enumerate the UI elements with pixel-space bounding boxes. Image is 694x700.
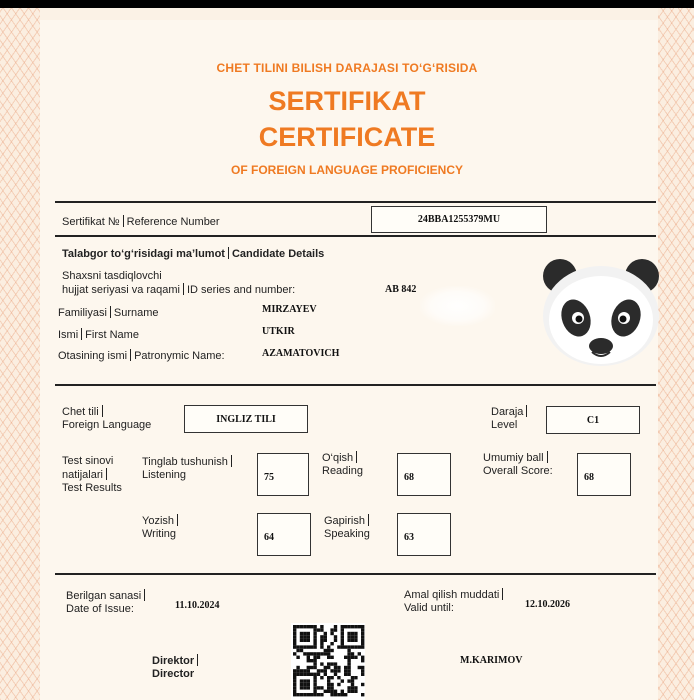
issue-date-label-uz: Berilgan sanasi [66, 590, 142, 602]
overall-label-en: Overall Score: [483, 465, 553, 477]
qr-code-icon [291, 623, 365, 700]
surname-label-en: Surname [113, 307, 159, 319]
reading-label [322, 451, 363, 478]
speaking-score-box: 63 [397, 513, 451, 556]
patronymic-value: AZAMATOVICH [262, 348, 340, 359]
first-name-label-uz: Ismi [58, 329, 79, 341]
valid-until-value: 12.10.2026 [525, 599, 570, 610]
reading-score-box: 68 [397, 453, 451, 496]
issue-date-label [66, 589, 148, 616]
reading-label-uz: O‘qish [322, 452, 354, 464]
speaking-label-en: Speaking [324, 528, 370, 540]
director-label [152, 654, 201, 681]
level-box: C1 [546, 406, 640, 434]
reference-number-box: 24BBA1255379MU [371, 206, 547, 233]
reference-label-uz: Sertifikat № [62, 216, 120, 228]
divider [55, 235, 656, 237]
language-box: INGLIZ TILI [184, 405, 308, 433]
listening-label-uz: Tinglab tushunish [142, 456, 228, 468]
listening-label-en: Listening [142, 469, 187, 481]
issue-date-value: 11.10.2024 [175, 600, 220, 611]
results-label [62, 455, 122, 495]
patronymic-label-en: Patronymic Name: [134, 350, 225, 362]
overall-label-uz: Umumiy ball [483, 452, 544, 464]
redaction-blur [420, 286, 495, 326]
title-uz: SERTIFIKAT [268, 86, 426, 116]
header-line: CHET TILINI BILISH DARAJASI TO‘G‘RISIDA [216, 61, 478, 75]
issue-date-label-en: Date of Issue: [66, 603, 134, 615]
divider [55, 384, 656, 386]
reading-label-en: Reading [322, 465, 363, 477]
certificate-page [0, 8, 694, 700]
id-value: AB 842 [385, 284, 417, 295]
listening-label [142, 455, 235, 482]
id-label-en: ID series and number: [187, 284, 296, 296]
valid-until-label [404, 588, 506, 615]
writing-label [142, 514, 181, 541]
reference-label-en: Reference Number [126, 216, 220, 228]
id-label-uz: hujjat seriyasi va raqami [62, 284, 180, 296]
director-label-uz: Direktor [152, 655, 195, 667]
subtitle: OF FOREIGN LANGUAGE PROFICIENCY [230, 163, 463, 177]
first-name-label [58, 328, 139, 342]
id-label-line1: Shaxsni tasdiqlovchi [62, 270, 162, 282]
writing-label-uz: Yozish [142, 515, 175, 527]
director-label-en: Director [152, 668, 195, 680]
patronymic-label [58, 349, 225, 363]
divider [55, 573, 656, 575]
valid-until-label-en: Valid until: [404, 602, 454, 614]
overall-score-box: 68 [577, 453, 631, 496]
first-name-value: UTKIR [262, 326, 295, 337]
candidate-section-heading [62, 247, 324, 261]
results-label-en: Test Results [62, 482, 122, 494]
level-label-uz: Daraja [491, 406, 524, 418]
patronymic-label-uz: Otasining ismi [58, 350, 128, 362]
language-label-en: Foreign Language [62, 419, 152, 431]
writing-score-box: 64 [257, 513, 311, 556]
level-label [491, 405, 530, 432]
language-label [62, 405, 151, 432]
surname-value: MIRZAYEV [262, 304, 317, 315]
divider [55, 201, 656, 203]
results-label-uz2: natijalari [62, 469, 103, 481]
reference-label [62, 215, 220, 229]
listening-score-box: 75 [257, 453, 309, 496]
first-name-label-en: First Name [85, 329, 139, 341]
language-label-uz: Chet tili [62, 406, 99, 418]
panda-face-icon [540, 248, 662, 370]
candidate-section-uz: Talabgor to‘g‘risidagi ma’lumot [62, 248, 225, 260]
surname-label [58, 306, 159, 320]
valid-until-label-uz: Amal qilish muddati [404, 589, 500, 601]
results-label-uz1: Test sinovi [62, 455, 114, 467]
level-label-en: Level [491, 419, 518, 431]
id-label [62, 283, 295, 297]
title-en: CERTIFICATE [258, 122, 436, 152]
writing-label-en: Writing [142, 528, 177, 540]
overall-label [483, 451, 553, 478]
speaking-label-uz: Gapirish [324, 515, 365, 527]
surname-label-uz: Familiyasi [58, 307, 107, 319]
speaking-label [324, 514, 372, 541]
candidate-section-en: Candidate Details [231, 248, 325, 260]
director-name: M.KARIMOV [460, 655, 523, 666]
